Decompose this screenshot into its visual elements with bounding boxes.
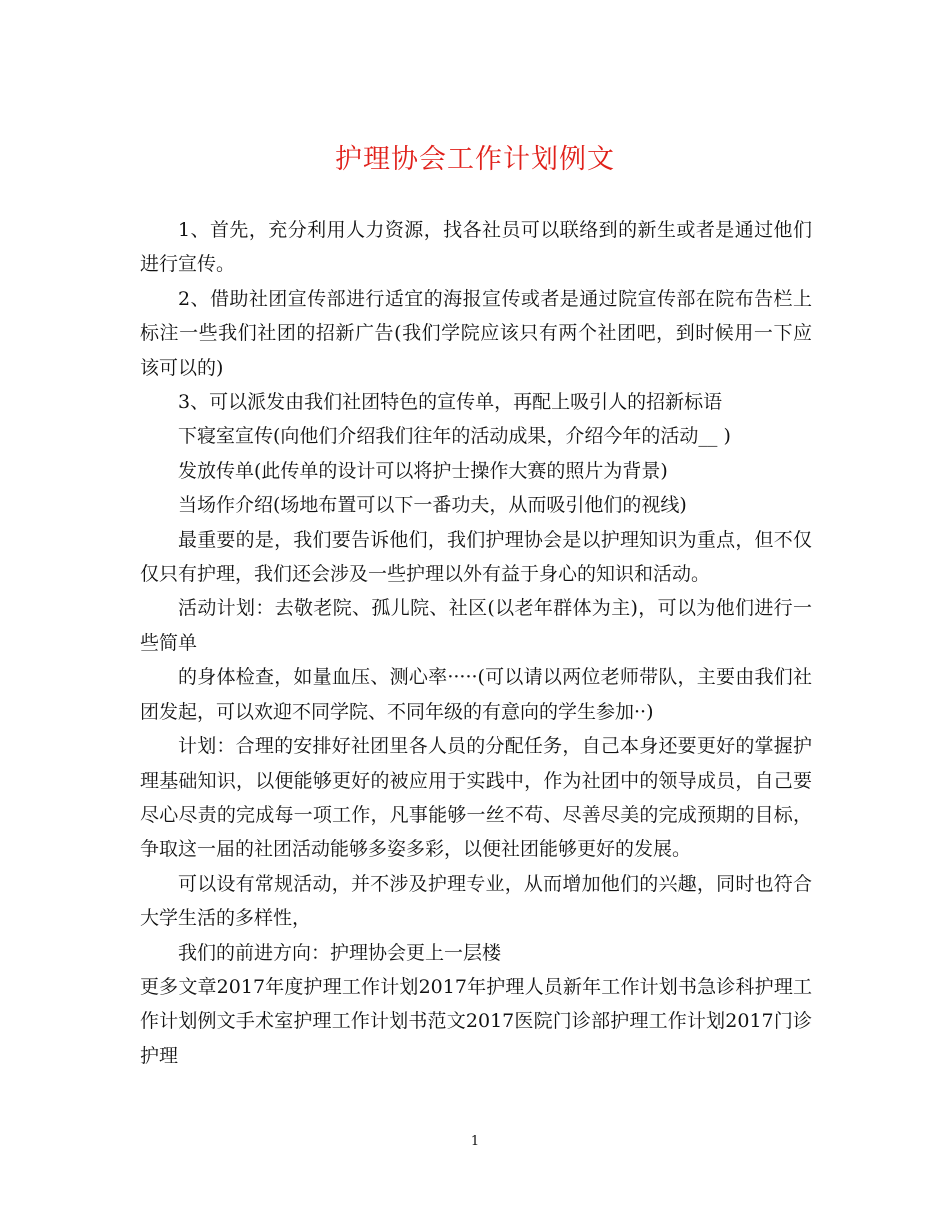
paragraph-8: 活动计划：去敬老院、孤儿院、社区(以老年群体为主)，可以为他们进行一些简单 xyxy=(140,597,812,654)
more-articles: 更多文章2017年度护理工作计划2017年护理人员新年工作计划书急诊科护理工作计划例文手术室护理工作计划书范文2017医院门诊部护理工作计划2017门诊护理 xyxy=(140,975,812,1067)
paragraph-11: 可以设有常规活动，并不涉及护理专业，从而增加他们的兴趣，同时也符合大学生活的多样性， xyxy=(140,872,812,930)
document-title: 护理协会工作计划例文 xyxy=(335,144,615,175)
paragraph-2: 2、借助社团宣传部进行适宜的海报宣传或者是通过院宣传部在院布告栏上标注一些我们社团的招新广告(我们学院应该只有两个社团吧，到时候用一下应该可以的) xyxy=(140,287,812,379)
paragraph-6: 当场作介绍(场地布置可以下一番功夫，从而吸引他们的视线) xyxy=(178,494,687,517)
document-body xyxy=(140,213,812,1073)
paragraph-1: 1、首先，充分利用人力资源，找各社员可以联络到的新生或者是通过他们进行宣传。 xyxy=(140,219,812,276)
paragraph-10: 计划：合理的安排好社团里各人员的分配任务，自己本身还要更好的掌握护理基础知识，以便能够更好的被应用于实践中，作为社团中的领导成员，自己要尽心尽责的完成每一项工作，凡事能够一丝不苟、尽善尽美的完成预期的目标，争取这一届的社团活动能够多姿多彩，以便社团能够更好的发展。 xyxy=(140,735,812,861)
paragraph-4: 下寝室宣传(向他们介绍我们往年的活动成果，介绍今年的活动__ ) xyxy=(178,425,731,448)
paragraph-7: 最重要的是，我们要告诉他们，我们护理协会是以护理知识为重点，但不仅仅只有护理，我们还会涉及一些护理以外有益于身心的知识和活动。 xyxy=(140,528,812,586)
paragraph-12: 我们的前进方向：护理协会更上一层楼 xyxy=(178,941,502,964)
paragraph-3: 3、可以派发由我们社团特色的宣传单，再配上吸引人的招新标语 xyxy=(178,391,723,414)
page-number: 1 xyxy=(470,1134,480,1149)
paragraph-5: 发放传单(此传单的设计可以将护士操作大赛的照片为背景) xyxy=(178,459,668,482)
paragraph-9: 的身体检查，如量血压、测心率·····(可以请以两位老师带队，主要由我们社团发起，可以欢迎不同学院、不同年级的有意向的学生参加··) xyxy=(140,666,812,723)
